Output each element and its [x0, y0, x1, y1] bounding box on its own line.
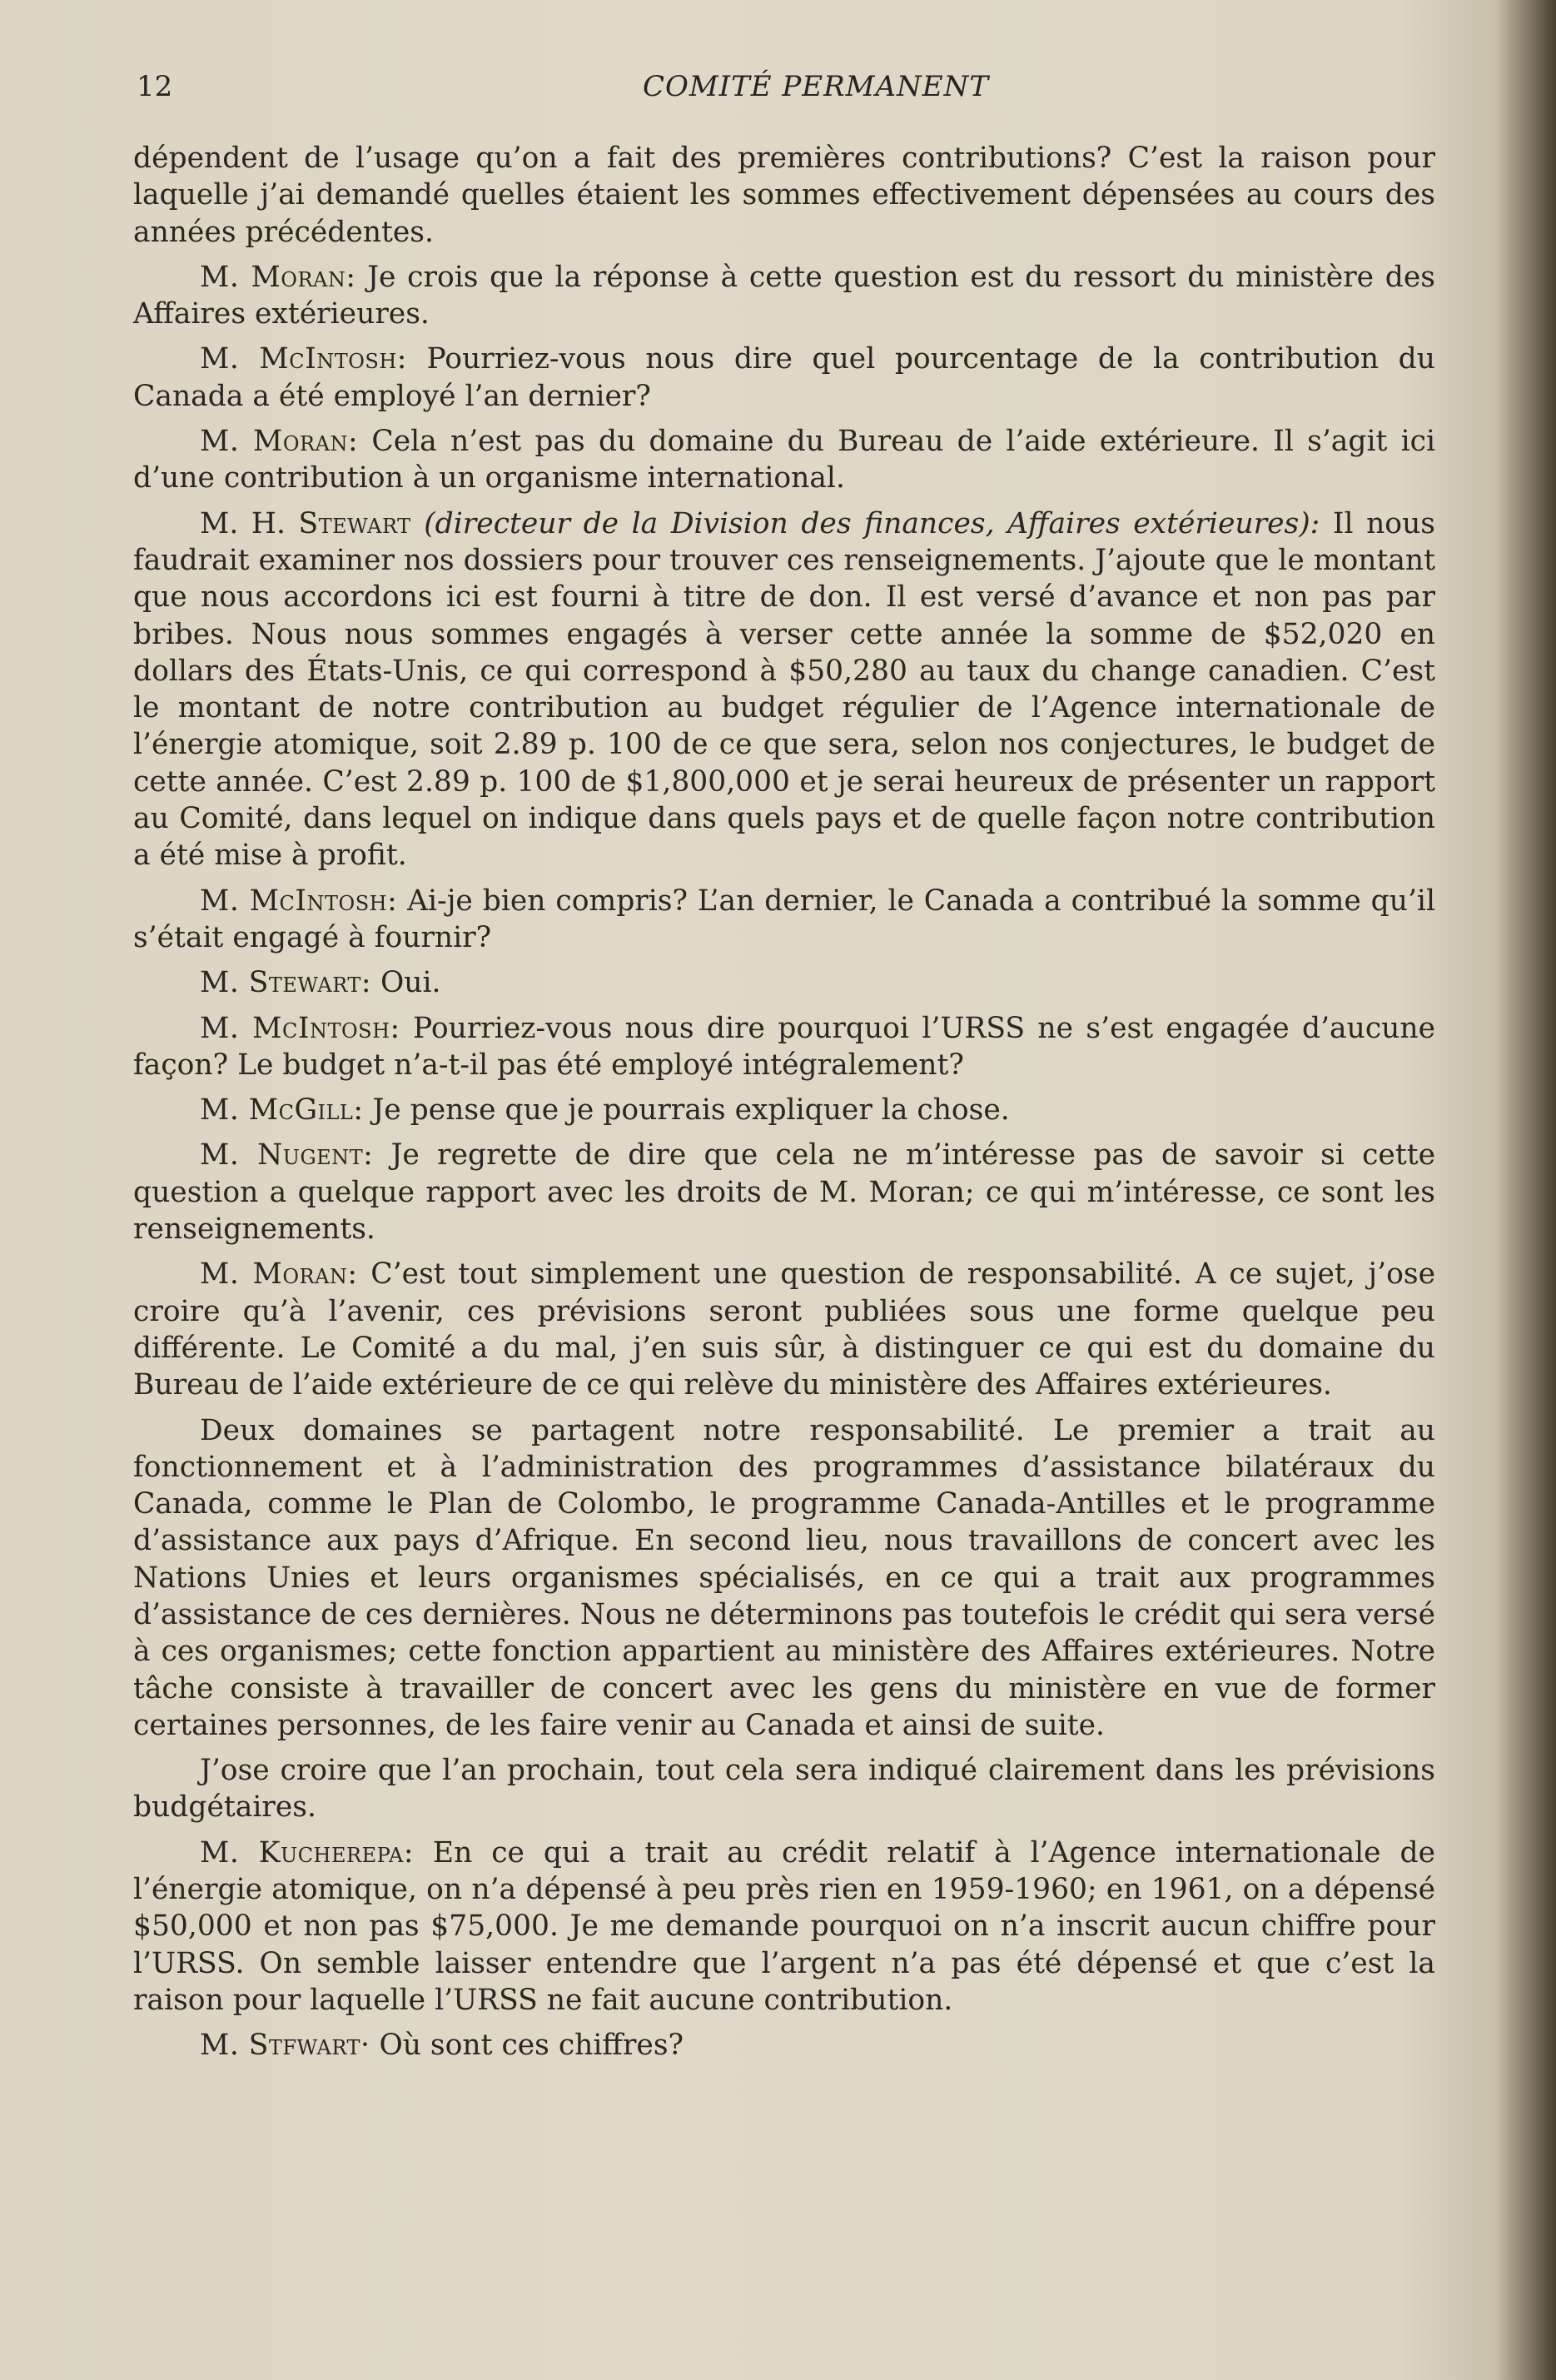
- speaker-name: M. McIntosh:: [200, 884, 398, 918]
- paragraph: [133, 140, 1435, 251]
- speaker-role: (directeur de la Division des finances, Affaires extérieures):: [424, 506, 1320, 540]
- paragraph: [133, 1752, 1435, 1826]
- speaker-name: M. Moran:: [200, 1257, 358, 1292]
- paragraph: [133, 2027, 1435, 2064]
- paragraph-text: Je regrette de dire que cela ne m’intéresse pas de savoir si cette question a quelque rapport avec les droits de M. Moran; ce qui m’intéresse, ce sont les renseignements.: [133, 1138, 1435, 1247]
- paragraph-text: dépendent de l’usage qu’on a fait des premières contributions? C’est la raison pour laquelle j’ai demandé quelles étaient les sommes effectivement dépensées au cours des années précédentes.: [133, 142, 1435, 249]
- paragraph-text: Où sont ces chiffres?: [370, 2029, 684, 2063]
- paragraph-text: Pourriez-vous nous dire pourquoi l’URSS ne s’est engagée d’aucune façon? Le budget n’a-t-il pas été employé intégralement?: [133, 1011, 1435, 1082]
- speaker-name: M. Stewart:: [200, 966, 372, 1000]
- paragraph-text: Ai-je bien compris? L’an dernier, le Canada a contribué la somme qu’il s’était engagé à fournir?: [133, 884, 1435, 954]
- paragraph: [133, 883, 1435, 957]
- speaker-name: M. Stfwart·: [200, 2029, 370, 2063]
- paragraph: [133, 1835, 1435, 2019]
- paragraph: [133, 1256, 1435, 1403]
- speaker-name: M. Kucherepa:: [200, 1835, 414, 1870]
- paragraph: [133, 505, 1435, 874]
- speaker-name: M. McIntosh:: [200, 342, 407, 376]
- paragraph-text: Deux domaines se partagent notre responsabilité. Le premier a trait au fonctionnement et à l’administration des programmes d’assistance bilatéraux du Canada, comme le Plan de Colombo, le programme Canada-Antilles et le programme d’assistance aux pays d’Afrique. En second lieu, nous travaillons de concert avec les Nations Unies et leurs organismes spécialisés, en ce qui a trait aux programmes d’assistance de ces dernières. Nous ne déterminons pas toutefois le crédit qui sera versé à ces organismes; cette fonction appartient au ministère des Affaires extérieures. Notre tâche consiste à travailler de concert avec les gens du ministère en vue de former certaines personnes, de les faire venir au Canada et ainsi de suite.: [133, 1413, 1435, 1742]
- paragraph-text: J’ose croire que l’an prochain, tout cela sera indiqué clairement dans les prévisions budgétaires.: [133, 1754, 1435, 1825]
- paragraph-text: Je pense que je pourrais expliquer la chose.: [363, 1093, 1010, 1128]
- paragraph: [133, 1010, 1435, 1084]
- speaker-prefix: M. H.: [200, 506, 299, 540]
- paragraph: [133, 341, 1435, 415]
- speaker-name: M. McIntosh:: [200, 1011, 400, 1045]
- paragraph-text: En ce qui a trait au crédit relatif à l’Agence internationale de l’énergie atomique, on n’a dépensé à peu près rien en 1959-1960; en 1961, on a dépensé $50,000 et non pas $75,000. Je me demande pourquoi on n’a inscrit aucun chiffre pour l’URSS. On semble laisser entendre que l’argent n’a pas été dépensé et que c’est la raison pour laquelle l’URSS ne fait aucune contribution.: [133, 1835, 1435, 2017]
- paragraph-text: Je crois que la réponse à cette question est du ressort du ministère des Affaires extérieures.: [133, 260, 1435, 331]
- paragraph-text: Il nous faudrait examiner nos dossiers pour trouver ces renseignements. J’ajoute que le montant que nous accordons ici est fourni à titre de don. Il est versé d’avance et non pas par bribes. Nous nous sommes engagés à verser cette année la somme de $52,020 en dollars des États-Unis, ce qui correspond à $50,280 au taux du change canadien. C’est le montant de notre contribution au budget régulier de l’Agence internationale de l’énergie atomique, soit 2.89 p. 100 de ce que sera, selon nos conjectures, le budget de cette année. C’est 2.89 p. 100 de $1,800,000 et je serai heureux de présenter un rapport au Comité, dans lequel on indique dans quels pays et de quelle façon notre contribution a été mise à profit.: [133, 506, 1435, 873]
- body-text: [133, 140, 1435, 2073]
- book-gutter-shadow: [1498, 0, 1556, 2380]
- paragraph-text: Cela n’est pas du domaine du Bureau de l’aide extérieure. Il s’agit ici d’une contribution à un organisme international.: [133, 425, 1435, 495]
- paragraph: [133, 1092, 1435, 1128]
- paragraph-text: Oui.: [371, 966, 441, 1000]
- speaker-name: Stewart: [298, 506, 411, 540]
- speaker-name: M. Moran:: [200, 425, 359, 459]
- speaker-name: M. Nugent:: [200, 1138, 374, 1173]
- paragraph-text: C’est tout simplement une question de responsabilité. A ce sujet, j’ose croire qu’à l’avenir, ces prévisions seront publiées sous une forme quelque peu différente. Le Comité a du mal, j’en suis sûr, à distinguer ce qui est du domaine du Bureau de l’aide extérieure de ce qui relève du ministère des Affaires extérieures.: [133, 1257, 1435, 1402]
- paragraph: [133, 964, 1435, 1001]
- paragraph: [133, 423, 1435, 497]
- speaker-name: M. McGill:: [200, 1093, 364, 1128]
- running-title: COMITÉ PERMANENT: [642, 70, 990, 103]
- paragraph: [133, 1137, 1435, 1247]
- paragraph: [133, 259, 1435, 333]
- paragraph: [133, 1412, 1435, 1745]
- speaker-name: M. Moran:: [200, 260, 356, 294]
- page-header: [133, 70, 1432, 112]
- page-number: 12: [137, 70, 173, 103]
- paragraph-text: Pourriez-vous nous dire quel pourcentage de la contribution du Canada a été employé l’an dernier?: [133, 342, 1435, 413]
